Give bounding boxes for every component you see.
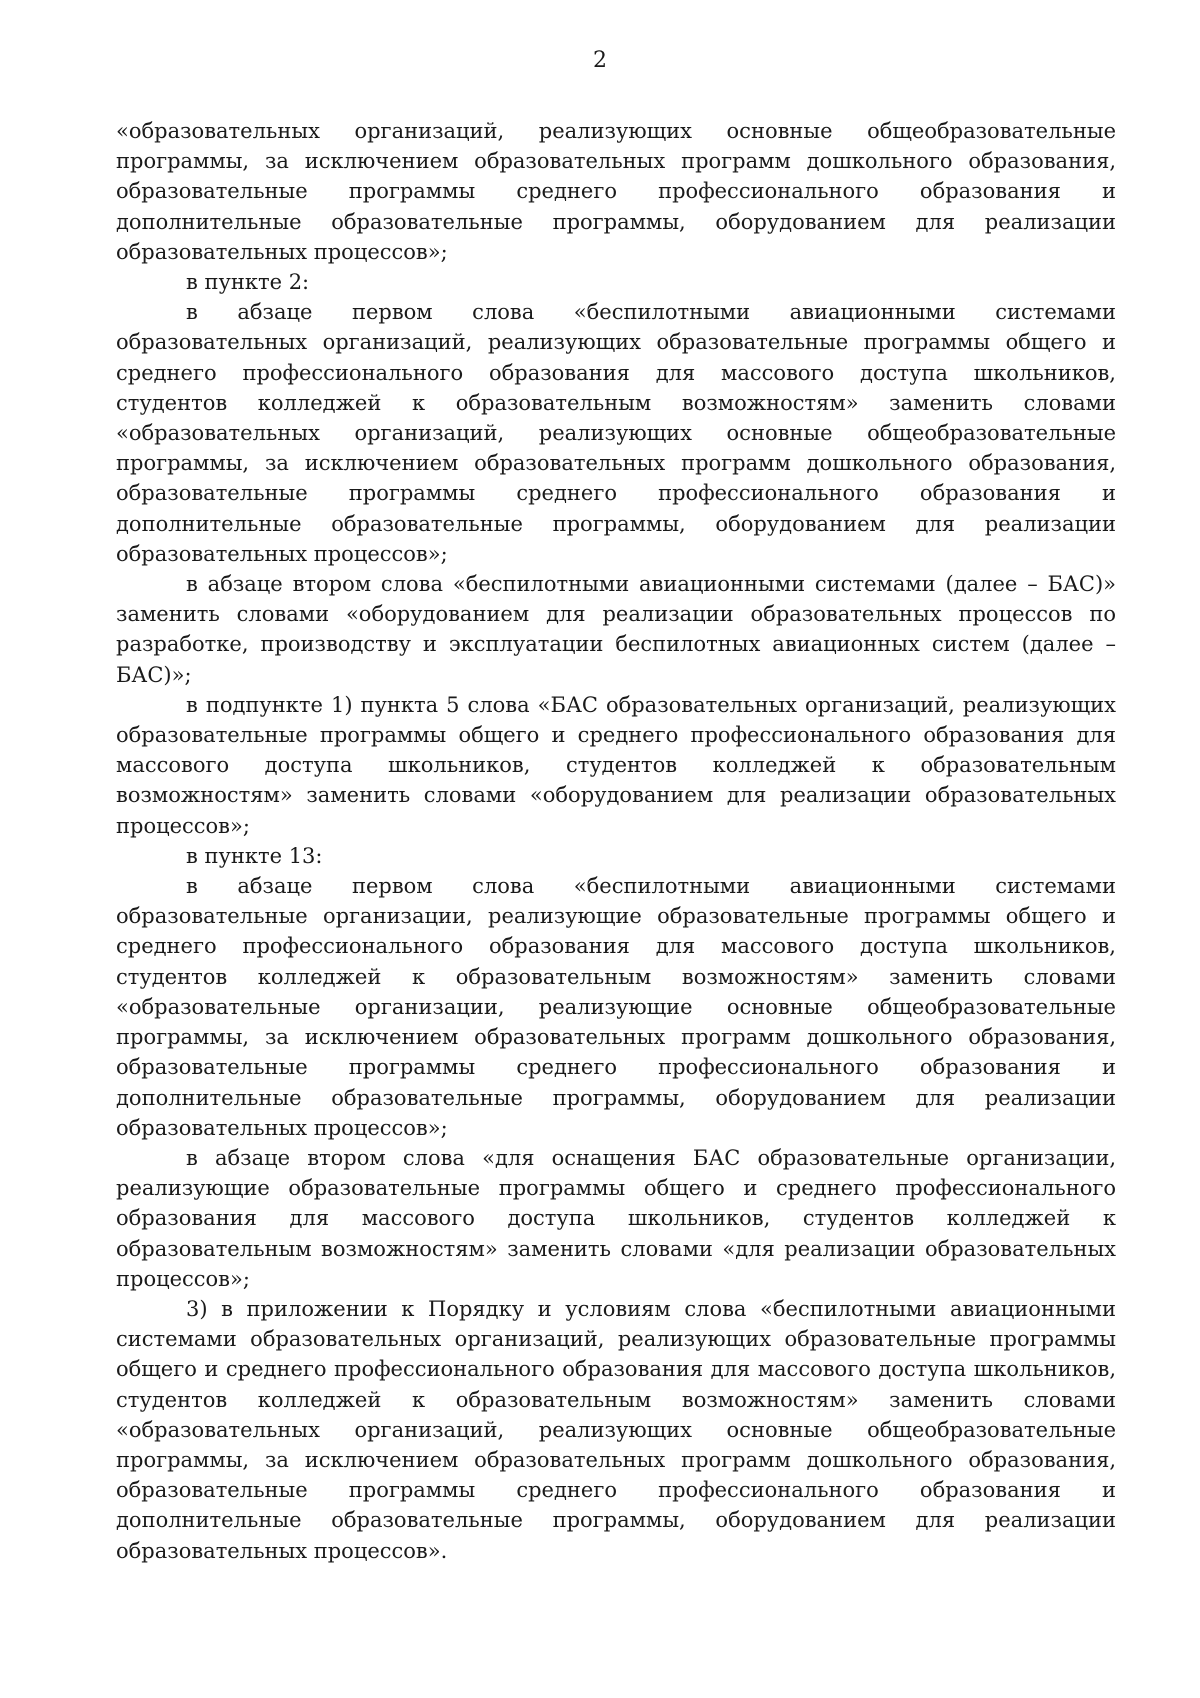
page-number: 2 (593, 48, 607, 73)
paragraph-9: 3) в приложении к Порядку и условиям слова «беспилотными авиационными системами образовательных организаций, реализующих образовательные программы общего и среднего профессионального образования для массового доступа школьников, студентов колледжей к образовательным возможностям» заменить словами «образовательных организаций, реализующих основные общеобразовательные программы, за исключением образовательных программ дошкольного образования, образовательные программы среднего профессионального образования и дополнительные образовательные программы, оборудованием для реализации образовательных процессов». (116, 1296, 1116, 1563)
paragraph-2: в пункте 2: (186, 270, 310, 295)
paragraph-1: «образовательных организаций, реализующих основные общеобразовательные программы, за исключением образовательных программ дошкольного образования, образовательные программы среднего профессионального образования и дополнительные образовательные программы, оборудованием для реализации образовательных процессов»; (116, 119, 1116, 264)
paragraph-7: в абзаце первом слова «беспилотными авиационными системами образовательные организации, реализующие образовательные программы общего и среднего профессионального образования для массового доступа школьников, студентов колледжей к образовательным возможностям» заменить словами «образовательные организации, реализующие основные общеобразовательные программы, за исключением образовательных программ дошкольного образования, образовательные программы среднего профессионального образования и дополнительные образовательные программы, оборудованием для реализации образовательных процессов»; (116, 874, 1116, 1140)
paragraph-3: в абзаце первом слова «беспилотными авиационными системами образовательных организаций, реализующих образовательные программы общего и среднего профессионального образования для массового доступа школьников, студентов колледжей к образовательным возможностям» заменить словами «образовательных организаций, реализующих основные общеобразовательные программы, за исключением образовательных программ дошкольного образования, образовательные программы среднего профессионального образования и дополнительные образовательные программы, оборудованием для реализации образовательных процессов»; (116, 300, 1116, 566)
document-body (116, 116, 1116, 1566)
paragraph-5: в подпункте 1) пункта 5 слова «БАС образовательных организаций, реализующих образовательные программы общего и среднего профессионального образования для массового доступа школьников, студентов колледжей к образовательным возможностям» заменить словами «оборудованием для реализации образовательных процессов»; (116, 692, 1116, 838)
paragraph-6: в пункте 13: (186, 843, 323, 868)
paragraph-4: в абзаце втором слова «беспилотными авиационными системами (далее – БАС)» заменить словами «оборудованием для реализации образовательных процессов по разработке, производству и эксплуатации беспилотных авиационных систем (далее – БАС)»; (116, 572, 1116, 687)
paragraph-8: в абзаце втором слова «для оснащения БАС образовательные организации, реализующие образовательные программы общего и среднего профессионального образования для массового доступа школьников, студентов колледжей к образовательным возможностям» заменить словами «для реализации образовательных процессов»; (116, 1145, 1116, 1291)
